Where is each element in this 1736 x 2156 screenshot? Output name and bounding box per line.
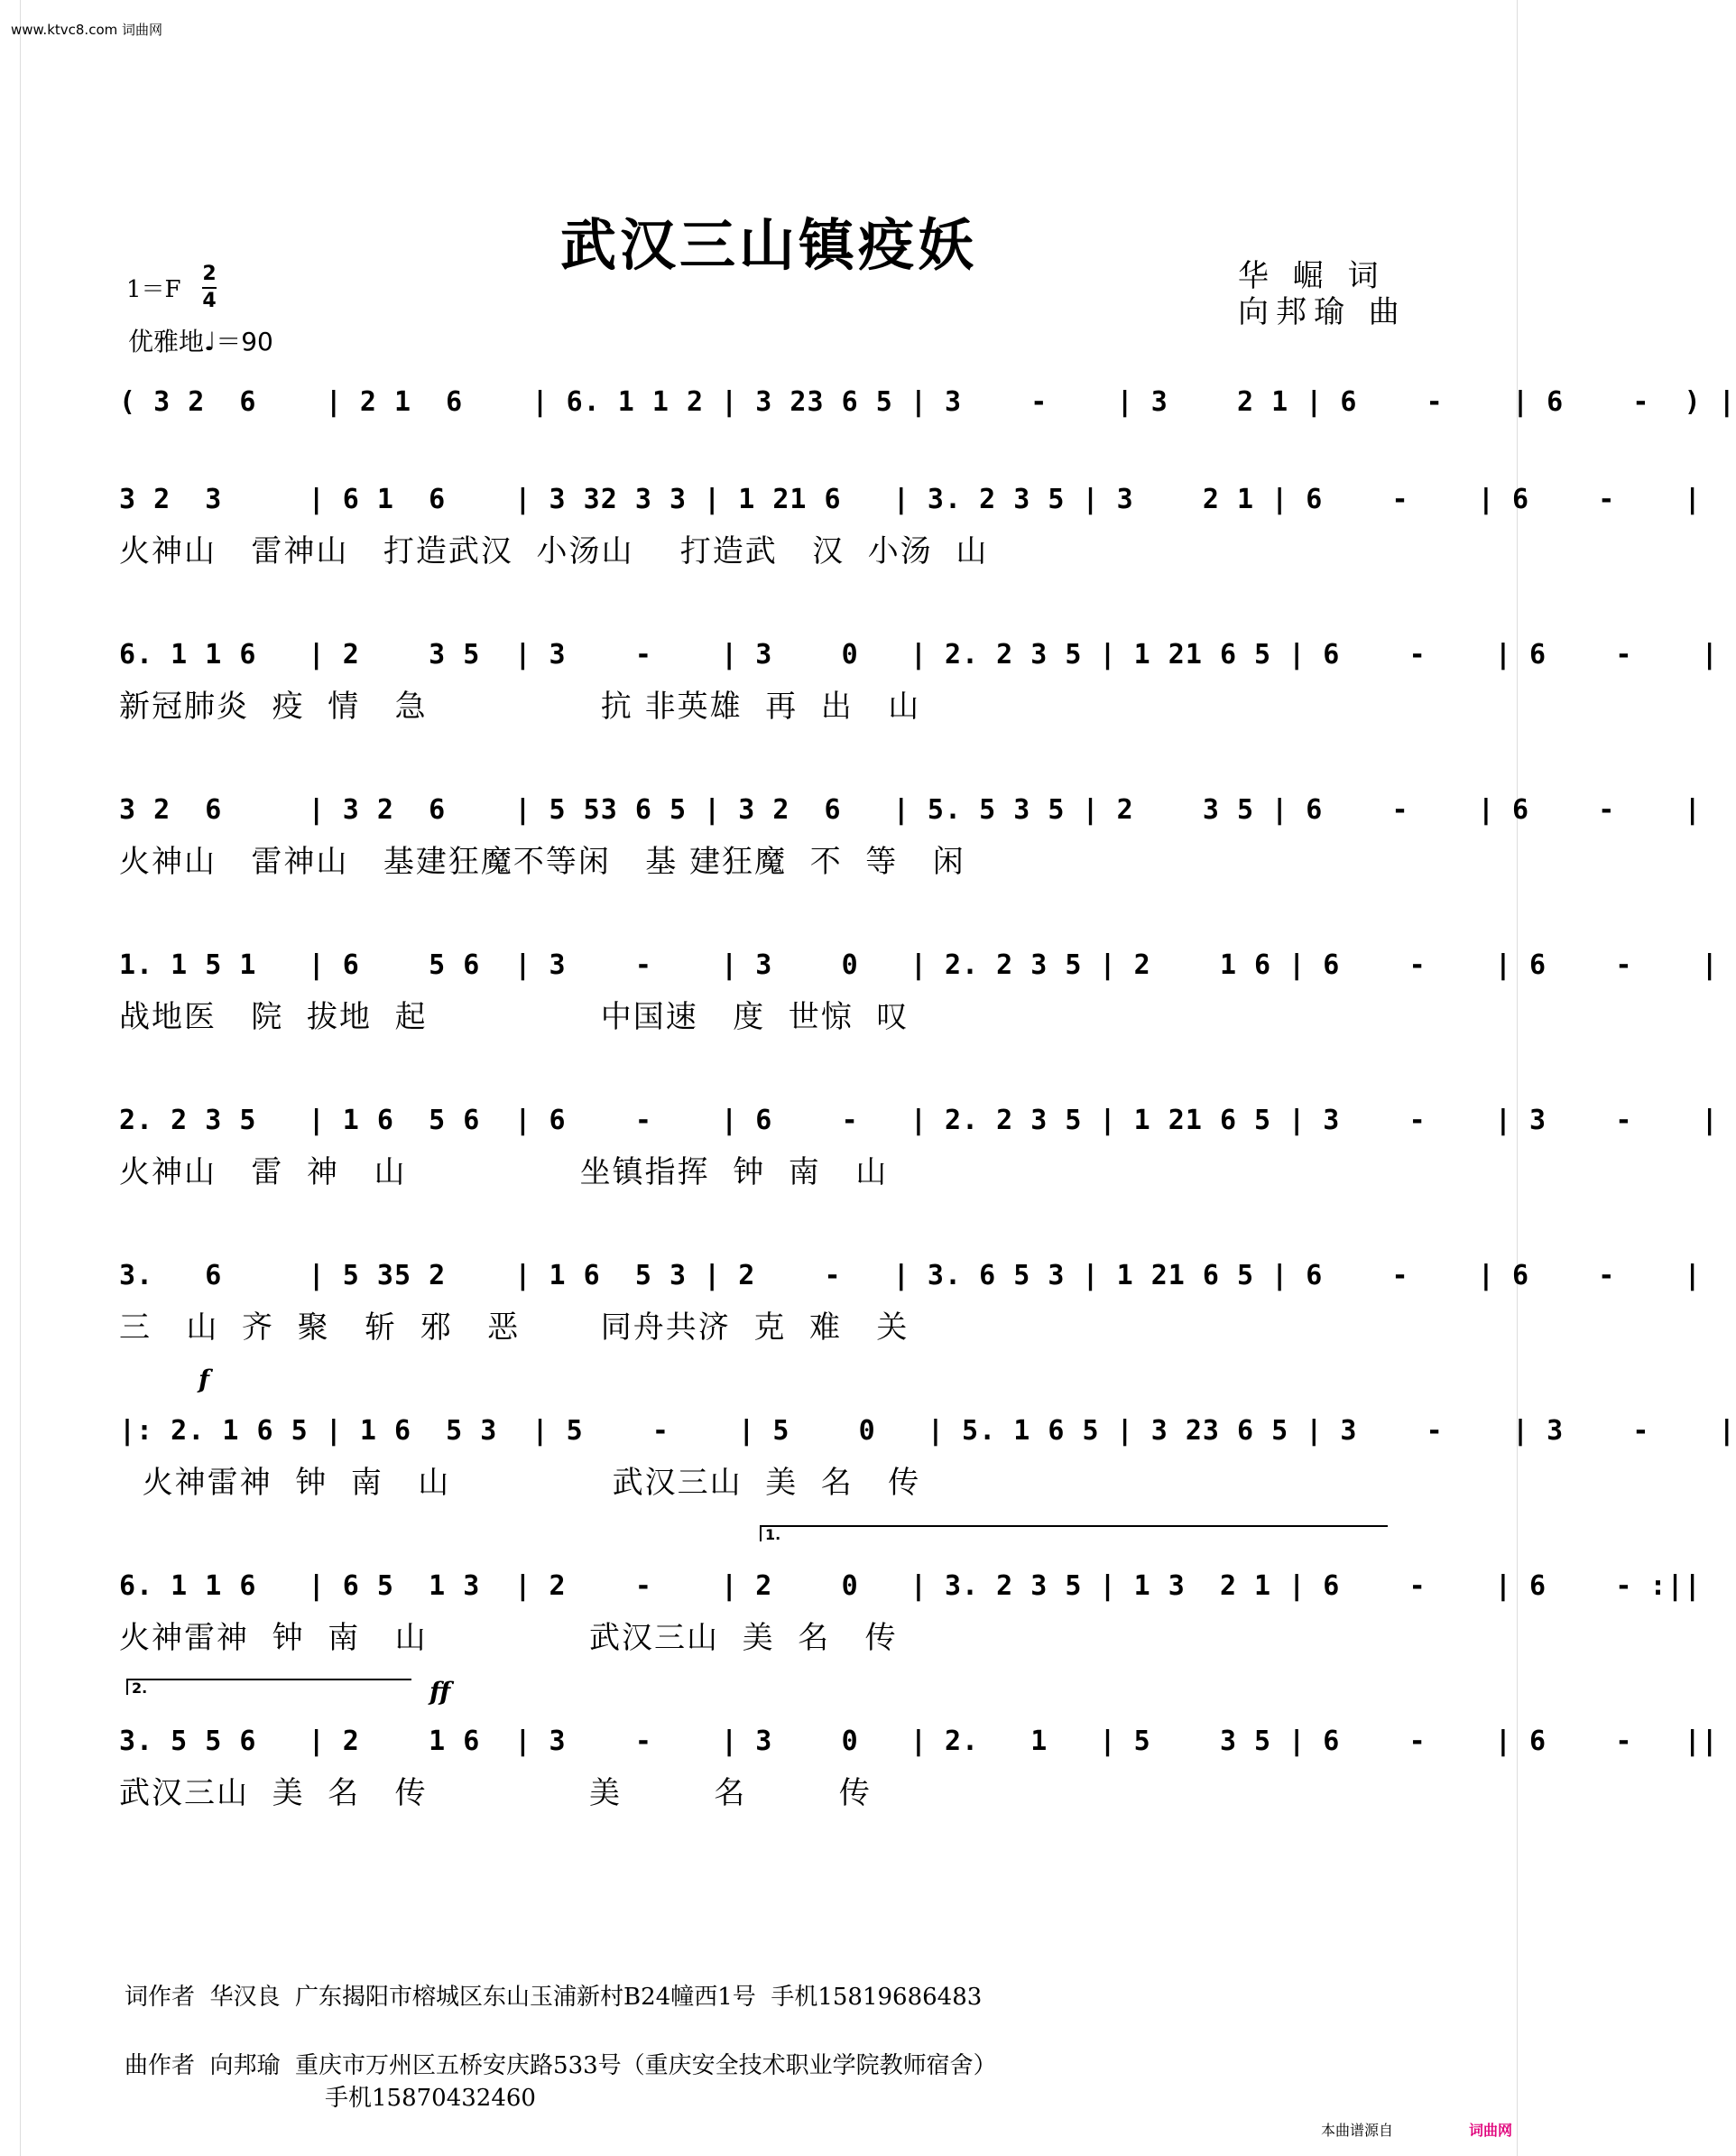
lyrics-row-8: 火神雷神 钟 南 山 武汉三山 美 名 传 — [119, 1465, 921, 1501]
staff-row-7 — [119, 1254, 1702, 1354]
notes-row-5: 1. 1 5 1 | 6 5 6 | 3 - | 3 0 | 2. 2 3 5 | 2 1 6 | 6 - | 6 - | — [119, 949, 1719, 981]
lyrics-row-7: 三 山 齐 聚 斩 邪 恶 同舟共济 克 难 关 — [119, 1309, 910, 1346]
source-note: 本曲谱源自 — [1320, 2122, 1393, 2139]
lyrics-row-3: 新冠肺炎 疫 情 急 抗 非英雄 再 出 山 — [119, 689, 921, 725]
volta-2 — [126, 1679, 411, 1695]
volta-1 — [760, 1525, 1388, 1541]
time-top: 2 — [202, 263, 217, 285]
notes-row-1: ( 3 2 6 | 2 1 6 | 6. 1 1 2 | 3 23 6 5 | 3 - | 3 2 1 | 6 - | 6 - ) | — [119, 386, 1736, 418]
fortissimo-mark: ff — [429, 1677, 451, 1707]
lyrics-row-10: 武汉三山 美 名 传 美 名 传 — [119, 1775, 872, 1811]
footer-lyricist-info: 词作者 华汉良 广东揭阳市榕城区东山玉浦新村B24幢西1号 手机15819686483 — [125, 1984, 983, 2011]
volta-1-label: 1. — [765, 1526, 781, 1543]
staff-row-10 — [119, 1720, 1719, 1819]
lyrics-row-6: 火神山 雷 神 山 坐镇指挥 钟 南 山 — [119, 1154, 889, 1190]
composer-credit: 向邦瑜 曲 — [1238, 294, 1407, 330]
song-title: 武汉三山镇疫妖 — [559, 212, 977, 278]
lyrics-row-9: 火神雷神 钟 南 山 武汉三山 美 名 传 — [119, 1620, 898, 1656]
staff-row-2 — [119, 478, 1702, 578]
tempo-marking: 优雅地♩＝90 — [128, 327, 273, 356]
notes-row-2: 3 2 3 | 6 1 6 | 3 32 3 3 | 1 21 6 | 3. 2 3 5 | 3 2 1 | 6 - | 6 - | — [119, 484, 1702, 515]
staff-row-3 — [119, 634, 1719, 733]
right-margin-strip — [1517, 0, 1537, 2156]
notes-row-7: 3. 6 | 5 35 2 | 1 6 5 3 | 2 - | 3. 6 5 3 | 1 21 6 5 | 6 - | 6 - | — [119, 1260, 1702, 1291]
volta-2-label: 2. — [132, 1679, 148, 1697]
notes-row-9: 6. 1 1 6 | 6 5 1 3 | 2 - | 2 0 | 3. 2 3 5 | 1 3 2 1 | 6 - | 6 - :|| — [119, 1570, 1702, 1602]
site-logo[interactable]: 词曲网 — [1468, 2122, 1512, 2139]
time-signature — [200, 262, 218, 314]
time-bottom: 4 — [202, 290, 217, 312]
staff-row-1 — [119, 381, 1736, 480]
staff-row-9 — [119, 1565, 1702, 1664]
staff-row-6 — [119, 1099, 1719, 1198]
notes-row-6: 2. 2 3 5 | 1 6 5 6 | 6 - | 6 - | 2. 2 3 5 | 1 21 6 5 | 3 - | 3 - | — [119, 1105, 1719, 1136]
staff-row-4 — [119, 789, 1702, 888]
key-signature: 1＝F — [126, 276, 181, 303]
forte-mark: f — [199, 1365, 210, 1394]
site-url: www.ktvc8.com 词曲网 — [11, 22, 163, 38]
lyrics-row-4: 火神山 雷神山 基建狂魔不等闲 基 建狂魔 不 等 闲 — [119, 844, 965, 880]
notes-row-4: 3 2 6 | 3 2 6 | 5 53 6 5 | 3 2 6 | 5. 5 3 5 | 2 3 5 | 6 - | 6 - | — [119, 794, 1702, 826]
lyrics-row-5: 战地医 院 拔地 起 中国速 度 世惊 叹 — [119, 999, 910, 1035]
notes-row-10: 3. 5 5 6 | 2 1 6 | 3 - | 3 0 | 2. 1 | 5 3 5 | 6 - | 6 - || — [119, 1726, 1719, 1757]
notes-row-3: 6. 1 1 6 | 2 3 5 | 3 - | 3 0 | 2. 2 3 5 | 1 21 6 5 | 6 - | 6 - | — [119, 639, 1719, 671]
lyrics-row-2: 火神山 雷神山 打造武汉 小汤山 打造武 汉 小汤 山 — [119, 533, 989, 569]
staff-row-5 — [119, 944, 1719, 1043]
staff-row-8 — [119, 1410, 1736, 1509]
footer-composer-info: 曲作者 向邦瑜 重庆市万州区五桥安庆路533号（重庆安全技术职业学院教师宿舍） — [125, 2052, 997, 2079]
notes-row-8: |: 2. 1 6 5 | 1 6 5 3 | 5 - | 5 0 | 5. 1 6 5 | 3 23 6 5 | 3 - | 3 - | — [119, 1415, 1736, 1447]
left-margin-strip — [0, 0, 21, 2156]
footer-composer-phone: 手机15870432460 — [325, 2085, 536, 2112]
lyricist-credit: 华 崛 词 — [1238, 258, 1386, 294]
